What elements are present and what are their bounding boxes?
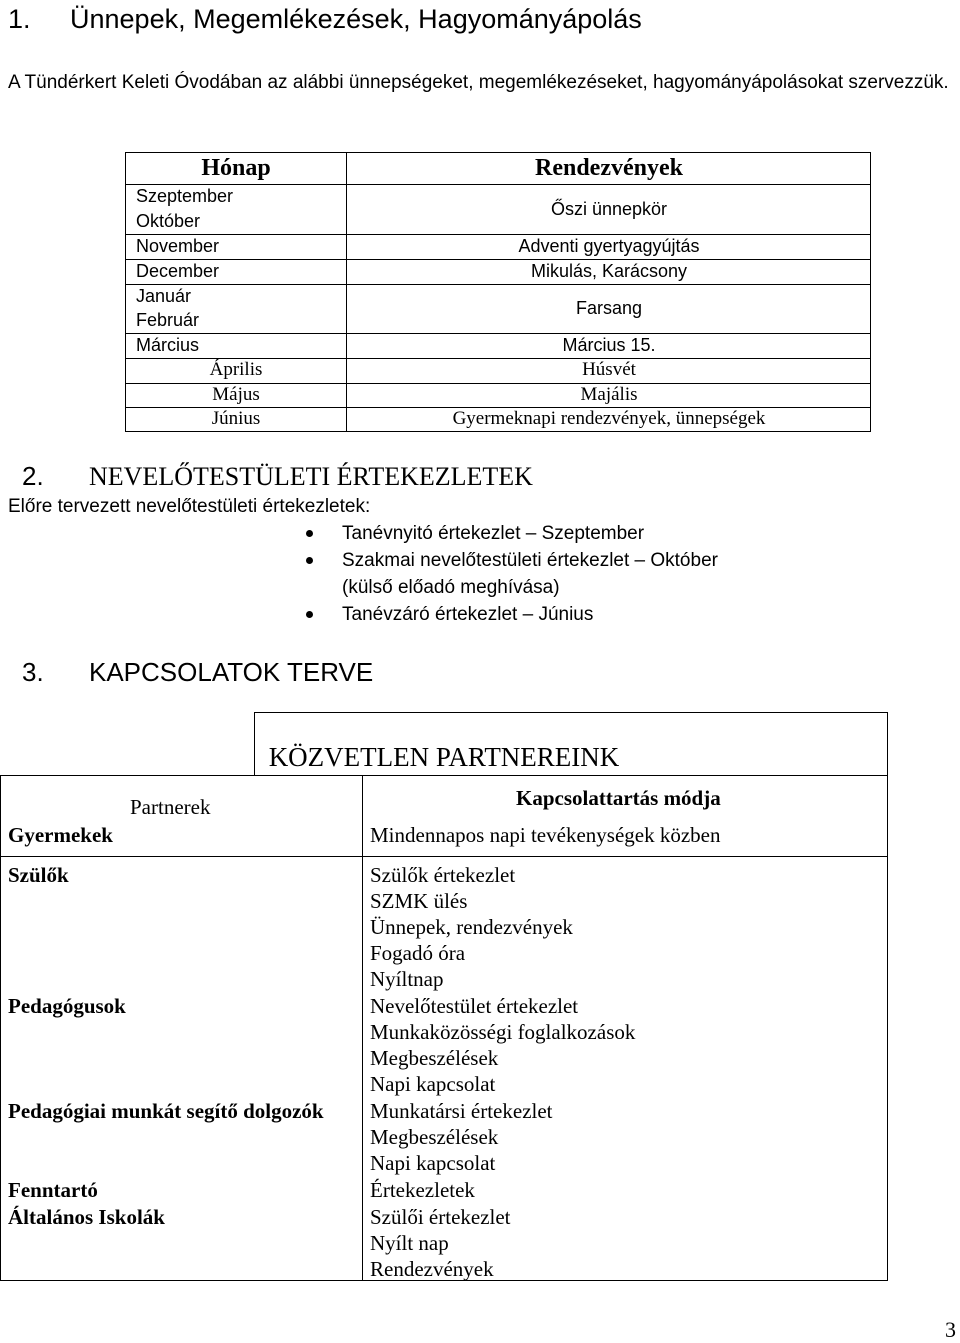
- event-cell: Gyermeknapi rendezvények, ünnepségek: [452, 408, 766, 429]
- intro-paragraph: A Tündérkert Keleti Óvodában az alábbi ünnepségeket, megemlékezéseket, hagyományápolásokat szervezzük.: [8, 72, 949, 93]
- partners-header: Partnerek: [130, 795, 211, 819]
- section-number: 3.: [22, 657, 44, 687]
- mode-cell: Szülői értekezlet: [370, 1205, 511, 1229]
- section-title: KAPCSOLATOK TERVE: [89, 657, 374, 687]
- mode-cell: Rendezvények: [370, 1257, 494, 1281]
- mode-cell: Nyílt nap: [370, 1231, 449, 1255]
- section-title: Ünnepek, Megemlékezések, Hagyományápolás: [70, 4, 642, 34]
- event-cell: Őszi ünnepkör: [550, 199, 668, 219]
- section-number: 1.: [8, 4, 31, 34]
- mode-cell: Nyíltnap: [370, 967, 444, 991]
- month-cell: Február: [136, 310, 200, 330]
- partner-cell: Szülők: [8, 863, 69, 887]
- partners-table: [0, 775, 888, 1281]
- section-2-subtitle: Előre tervezett nevelőtestületi értekezletek:: [8, 496, 371, 517]
- table-divider: [362, 776, 363, 1280]
- mode-cell: Szülők értekezlet: [370, 863, 516, 887]
- partner-cell: Pedagógusok: [8, 994, 126, 1018]
- mode-cell: Munkatársi értekezlet: [370, 1099, 553, 1123]
- meetings-list: [306, 520, 946, 628]
- month-cell: Április: [209, 359, 263, 380]
- month-cell: Szeptember: [136, 186, 234, 206]
- event-cell: Adventi gyertyagyújtás: [518, 236, 700, 256]
- list-item: Szakmai nevelőtestületi értekezlet – Október (külső előadó meghívása): [306, 547, 946, 601]
- table-divider: [0, 856, 887, 857]
- page-number: 3: [945, 1317, 956, 1342]
- month-header: Hónap: [201, 155, 271, 181]
- section-3-heading: [22, 656, 373, 688]
- mode-cell: Megbeszélések: [370, 1125, 499, 1149]
- month-cell: Május: [212, 384, 260, 405]
- bullet-icon: [306, 530, 313, 537]
- bullet-icon: [306, 557, 313, 564]
- event-cell: Mikulás, Karácsony: [530, 261, 688, 281]
- section-2-heading: [22, 460, 533, 493]
- section-1-heading: [8, 2, 642, 36]
- events-table: [125, 152, 871, 432]
- mode-cell: Értekezletek: [370, 1178, 475, 1202]
- month-cell: Október: [136, 211, 201, 231]
- mode-cell: Megbeszélések: [370, 1046, 499, 1070]
- event-cell: Farsang: [575, 298, 643, 318]
- mode-header: Kapcsolattartás módja: [516, 786, 721, 810]
- mode-cell: Napi kapcsolat: [370, 1151, 496, 1175]
- event-cell: Majális: [580, 384, 638, 405]
- bullet-icon: [306, 611, 313, 618]
- partners-table-title: KÖZVETLEN PARTNEREINK: [268, 742, 620, 772]
- month-cell: December: [136, 261, 220, 281]
- list-item: Tanévzáró értekezlet – Június: [306, 601, 946, 628]
- mode-cell: Fogadó óra: [370, 941, 466, 965]
- event-cell: Húsvét: [582, 359, 636, 380]
- mode-cell: Ünnepek, rendezvények: [370, 915, 573, 939]
- month-cell: November: [136, 236, 220, 256]
- events-header: Rendezvények: [535, 155, 683, 181]
- section-number: 2.: [22, 461, 44, 491]
- partner-cell: Általános Iskolák: [8, 1205, 165, 1229]
- partner-cell: Gyermekek: [8, 823, 113, 847]
- event-cell: Március 15.: [562, 335, 656, 355]
- mode-cell: Munkaközösségi foglalkozások: [370, 1020, 636, 1044]
- mode-cell: SZMK ülés: [370, 889, 468, 913]
- section-title: NEVELŐTESTÜLETI ÉRTEKEZLETEK: [89, 462, 533, 491]
- mode-cell: Nevelőtestület értekezlet: [370, 994, 579, 1018]
- month-cell: Június: [211, 408, 261, 429]
- mode-cell: Mindennapos napi tevékenységek közben: [370, 823, 721, 847]
- month-cell: Január: [136, 286, 192, 306]
- partner-cell: Fenntartó: [8, 1178, 98, 1202]
- partner-cell: Pedagógiai munkát segítő dolgozók: [8, 1099, 324, 1123]
- list-item: Tanévnyitó értekezlet – Szeptember: [306, 520, 946, 547]
- month-cell: Március: [136, 335, 200, 355]
- mode-cell: Napi kapcsolat: [370, 1072, 496, 1096]
